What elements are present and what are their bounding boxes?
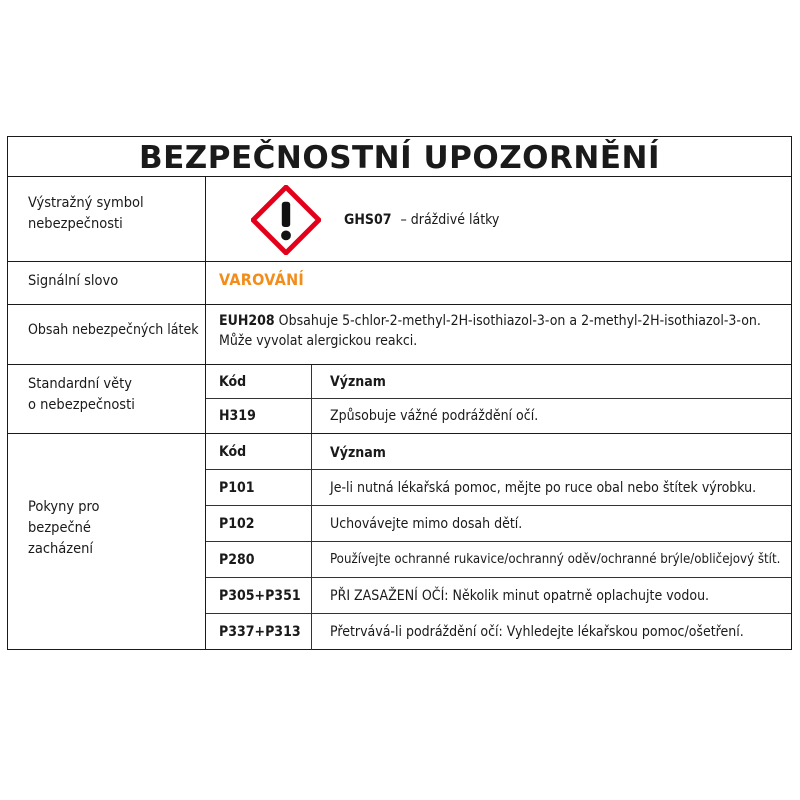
precaution-code: P280 <box>219 552 255 568</box>
precaution-code: P337+P313 <box>219 624 301 640</box>
subtable-divider <box>206 469 791 470</box>
subtable-divider <box>206 577 791 578</box>
subtable-divider <box>206 613 791 614</box>
precaution-code: P102 <box>219 516 255 532</box>
precaution-label-line2: bezpečné <box>28 520 91 536</box>
page-title: BEZPEČNOSTNÍ UPOZORNĚNÍ <box>8 137 791 177</box>
subtable-divider <box>206 541 791 542</box>
subtable-divider <box>311 365 312 433</box>
hazard-label-line2: o nebezpečnosti <box>28 397 135 413</box>
row-divider <box>8 261 791 262</box>
precaution-label <box>28 497 100 560</box>
hazard-col-meaning-header: Význam <box>330 374 386 390</box>
euh-code: EUH208 <box>219 313 275 329</box>
precaution-col-meaning-header: Význam <box>330 445 386 461</box>
precaution-meaning: PŘI ZASAŽENÍ OČÍ: Několik minut opatrně oplachujte vodou. <box>330 588 710 604</box>
subtable-divider <box>206 505 791 506</box>
hazard-code: H319 <box>219 408 256 424</box>
precaution-label-line1: Pokyny pro <box>28 499 100 515</box>
precaution-meaning: Je-li nutná lékařská pomoc, mějte po ruce obal nebo štítek výrobku. <box>330 480 757 496</box>
ghs-code: GHS07 <box>344 212 392 228</box>
ghs07-exclamation-icon <box>251 185 321 255</box>
precaution-label-line3: zacházení <box>28 541 94 557</box>
subtable-divider <box>311 434 312 650</box>
signal-word-value: VAROVÁNÍ <box>219 270 305 289</box>
signal-word-label: Signální slovo <box>28 273 119 289</box>
hazard-meaning: Způsobuje vážné podráždění očí. <box>330 408 539 424</box>
substances-label: Obsah nebezpečných látek <box>28 322 199 338</box>
column-divider <box>205 177 206 650</box>
row-divider <box>8 304 791 305</box>
precaution-meaning: Přetrvává-li podráždění očí: Vyhledejte lékařskou pomoc/ošetření. <box>330 624 744 640</box>
row-divider <box>8 364 791 365</box>
safety-warning-table <box>7 136 792 650</box>
precaution-col-code-header: Kód <box>219 444 247 460</box>
precaution-code: P101 <box>219 480 255 496</box>
precaution-meaning: Používejte ochranné rukavice/ochranný oděv/ochranné brýle/obličejový štít. <box>330 552 781 567</box>
substances-line1: Obsahuje 5-chlor-2-methyl-2H-isothiazol-3-on a 2-methyl-2H-isothiazol-3-on. <box>278 313 761 329</box>
precaution-code: P305+P351 <box>219 588 301 604</box>
hazard-label <box>28 374 135 416</box>
symbol-label-line1: Výstražný symbol <box>28 195 144 211</box>
ghs-description: – dráždivé látky <box>400 212 500 228</box>
hazard-col-code-header: Kód <box>219 374 247 390</box>
row-divider <box>8 433 791 434</box>
substances-text <box>219 311 761 351</box>
ghs-code-description <box>344 210 499 230</box>
precaution-meaning: Uchovávejte mimo dosah dětí. <box>330 516 523 532</box>
substances-line2: Může vyvolat alergickou reakci. <box>219 333 418 349</box>
symbol-label <box>28 193 144 235</box>
symbol-label-line2: nebezpečnosti <box>28 216 123 232</box>
subtable-divider <box>206 398 791 399</box>
hazard-label-line1: Standardní věty <box>28 376 132 392</box>
